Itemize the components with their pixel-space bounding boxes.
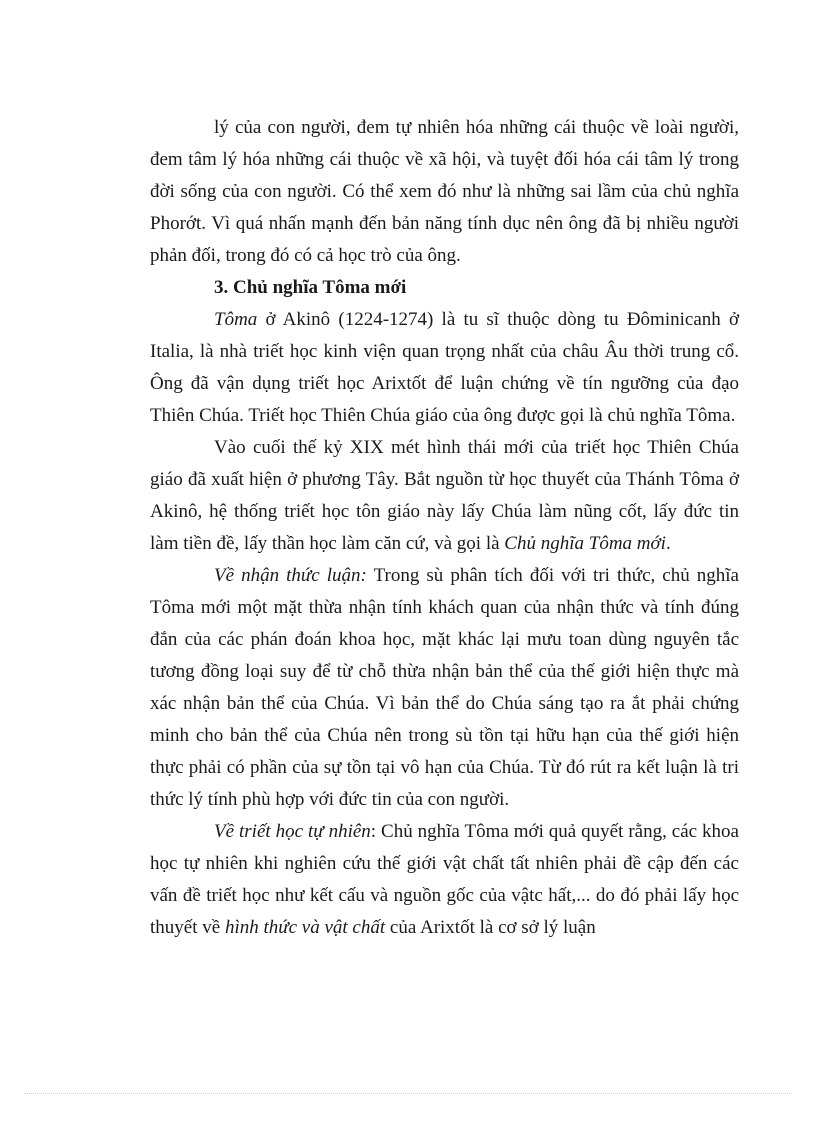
italic-term: Về nhận thức luận:	[214, 565, 367, 586]
italic-term: hình thức và vật chất	[224, 917, 386, 938]
italic-term: Chủ nghĩa Tôma mới	[504, 533, 666, 554]
paragraph-text: : Chủ nghĩa Tôma mới quả quyết rằng, các khoa học tự nhiên khi nghiên cứu thế giới vật chất tất nhiên phải đề cập đến các vấn đề triết học như kết cấu và nguồn gốc của vậtc hất,... do đó phải lấy học thuyết về	[150, 821, 739, 938]
paragraph-end: của Arixtốt là cơ sở lý luận	[385, 917, 596, 938]
paragraph-text: ở Akinô (1224-1274) là tu sĩ thuộc dòng tu Đôminicanh ở Italia, là nhà triết học kinh viện quan trọng nhất của châu Âu thời trung cổ. Ông đã vận dụng triết học Arixtốt để luận chứng về tín ngưỡng của đạo Thiên Chúa. Triết học Thiên Chúa giáo của ông được gọi là chủ nghĩa Tôma.	[150, 309, 739, 426]
paragraph-epistemology	[150, 560, 739, 816]
document-page	[150, 112, 739, 944]
paragraph-end: .	[665, 533, 671, 554]
paragraph-natural-philosophy	[150, 816, 739, 944]
paragraph-text: Vào cuối thế kỷ XIX mét hình thái mới của triết học Thiên Chúa giáo đã xuất hiện ở phương Tây. Bắt nguồn từ học thuyết của Thánh Tôma ở Akinô, hệ thống triết học tôn giáo này lấy Chúa làm nũng cốt, lấy đức tin làm tiền đề, lấy thần học làm căn cứ, và gọi là	[150, 437, 739, 554]
section-heading: 3. Chủ nghĩa Tôma mới	[214, 277, 407, 298]
paragraph-text: Trong sù phân tích đối với tri thức, chủ nghĩa Tôma mới một mặt thừa nhận tính khách quan của nhận thức và tính đúng đắn của các phán đoán khoa học, mặt khác lại mưu toan dùng nguyên tắc tương đồng loại suy để từ chỗ thừa nhận bản thể của thế giới hiện thực mà xác nhận bản thể của Chúa. Vì bản thể do Chúa sáng tạo ra ắt phải chứng minh cho bản thể của Chúa nên trong sù tồn tại hữu hạn của thế giới hiện thực phải có phần của sự tồn tại vô hạn của Chúa. Từ đó rút ra kết luận là tri thức lý tính phù hợp với đức tin của con người.	[150, 565, 739, 810]
paragraph-toma	[150, 304, 739, 432]
italic-term: Tôma	[214, 309, 258, 330]
italic-term: Về triết học tự nhiên	[214, 821, 371, 842]
page-bottom-divider	[24, 1093, 792, 1094]
paragraph-neo-thomism-origin	[150, 432, 739, 560]
paragraph-continuation: lý của con người, đem tự nhiên hóa những cái thuộc về loài người, đem tâm lý hóa những cái thuộc về xã hội, và tuyệt đối hóa cái tâm lý trong đời sống của con người. Có thể xem đó như là những sai lầm của chủ nghĩa Phorớt. Vì quá nhấn mạnh đến bản năng tính dục nên ông đã bị nhiều người phản đối, trong đó có cả học trò của ông.	[150, 117, 739, 266]
